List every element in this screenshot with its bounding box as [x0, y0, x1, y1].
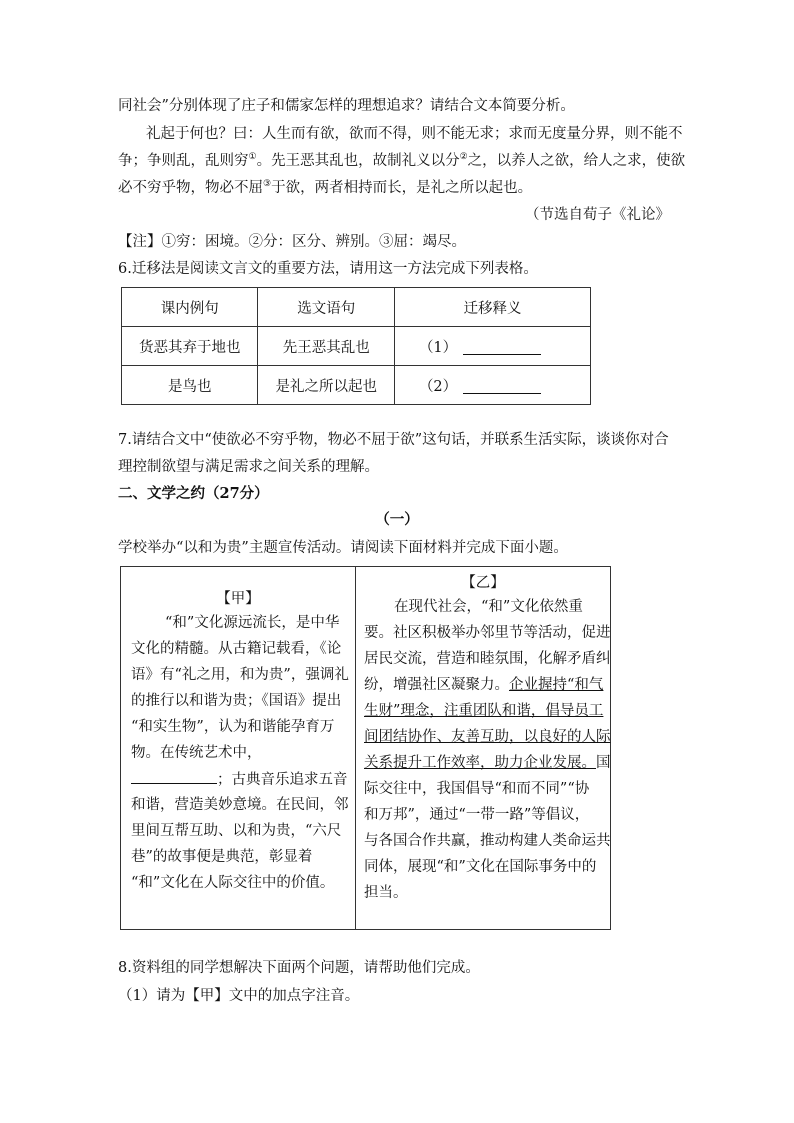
question-8: 8.资料组的同学想解决下面两个问题，请帮助他们完成。 — [118, 960, 480, 976]
table-cell: 先王恶其乱也 — [258, 327, 394, 366]
question-7-line-2: 理控制欲望与满足需求之间关系的理解。 — [118, 459, 379, 475]
question-8-sub-1: （1）请为【甲】文中的加点字注音。 — [118, 988, 360, 1004]
jia-title: 【甲】 — [216, 591, 260, 607]
material-yi-box — [355, 566, 611, 930]
jia-line: 里间互帮互助、以和为贵，“六尺 — [131, 823, 342, 839]
yi-line: 在现代社会，“和”文化依然重 — [394, 599, 583, 615]
table-row — [122, 366, 591, 405]
table-cell: 是鸟也 — [122, 366, 258, 405]
jia-line: “和实生物”，认为和谐能孕育万 — [131, 719, 335, 735]
question-7-line-1: 7.请结合文中“使欲必不穷乎物，物必不屈于欲”这句话，并联系生活实际，谈谈你对合 — [118, 432, 669, 448]
part-heading: （一） — [375, 511, 419, 528]
underlined-sentence: 关系提升工作效率，助力企业发展。 — [364, 755, 596, 771]
transfer-table — [121, 287, 591, 405]
yi-line: 和万邦”，通过“一带一路”等倡议， — [364, 807, 590, 823]
yi-line: 际交往中，我国倡导“和而不同”“协 — [364, 781, 590, 797]
yi-line: 纷，增强社区凝聚力。企业握持“和气 — [364, 677, 604, 693]
table-header: 课内例句 — [122, 288, 258, 327]
underlined-sentence: 生财”理念，注重团队和谐，倡导员工 — [364, 703, 604, 719]
underlined-sentence: 企业握持“和气 — [509, 677, 604, 693]
section-heading: 二、文学之约（27分） — [118, 485, 269, 502]
yi-line: 关系提升工作效率，助力企业发展。国 — [364, 755, 611, 771]
jia-line-with-blank: ；古典音乐追求五音 — [131, 769, 348, 790]
passage-line-1: 礼起于何也？曰：人生而有欲，欲而不得，则不能无求；求而无度量分界，则不能不 — [146, 126, 683, 142]
activity-intro: 学校举办“以和为贵”主题宣传活动。请阅读下面材料并完成下面小题。 — [118, 540, 568, 556]
jia-line: 文化的精髓。从古籍记载看，《论 — [131, 641, 342, 657]
jia-line: “和”文化源远流长，是中华 — [165, 615, 340, 631]
answer-line[interactable] — [463, 340, 541, 355]
note-marker-3: ③ — [263, 179, 272, 190]
yi-line: 同体，展现“和”文化在国际事务中的 — [364, 859, 597, 875]
note-marker-1: ① — [248, 152, 257, 163]
table-cell: 是礼之所以起也 — [258, 366, 394, 405]
jia-line: “和”文化在人际交往中的价值。 — [131, 875, 335, 891]
jia-line: 和谐，营造美妙意境。在民间，邻 — [131, 797, 349, 813]
fill-blank[interactable] — [131, 769, 217, 784]
table-header: 迁移释义 — [394, 288, 590, 327]
jia-line: 物。在传统艺术中， — [131, 745, 262, 761]
table-header: 选文语句 — [258, 288, 394, 327]
passage-notes: 【注】①穷：困境。②分：区分、辨别。③屈：竭尽。 — [118, 234, 466, 250]
table-row — [122, 327, 591, 366]
passage-line-2: 争；争则乱，乱则穷①。先王恶其乱也，故制礼义以分②之，以养人之欲，给人之求，使欲 — [118, 152, 686, 169]
passage-source: （节选自荀子《礼论》 — [525, 207, 670, 223]
answer-blank-cell[interactable]: （1） — [394, 327, 590, 366]
underlined-sentence: 间团结协作、友善互助，以良好的人际 — [364, 729, 611, 745]
table-cell: 货恶其弃于地也 — [122, 327, 258, 366]
jia-line: 的推行以和谐为贵；《国语》提出 — [131, 693, 342, 709]
material-jia-box — [120, 566, 356, 930]
table-header-row — [122, 288, 591, 327]
jia-line: 巷”的故事便是典范，彰显着 — [131, 849, 313, 865]
yi-line: 居民交流，营造和睦氛围，化解矛盾纠 — [364, 651, 611, 667]
yi-line: 担当。 — [364, 885, 408, 901]
yi-line: 要。社区积极举办邻里节等活动，促进 — [364, 625, 611, 641]
note-marker-2: ② — [459, 152, 468, 163]
yi-title: 【乙】 — [461, 575, 505, 591]
question-tail: 同社会”分别体现了庄子和儒家怎样的理想追求？请结合文本简要分析。 — [118, 98, 575, 114]
passage-line-3: 必不穷乎物，物必不屈③于欲，两者相持而长，是礼之所以起也。 — [118, 179, 533, 196]
jia-line: 语》有“礼之用，和为贵”，强调礼 — [131, 667, 349, 683]
answer-blank-cell[interactable]: （2） — [394, 366, 590, 405]
answer-line[interactable] — [463, 379, 541, 394]
yi-line: 与各国合作共赢，推动构建人类命运共 — [364, 833, 611, 849]
question-6: 6.迁移法是阅读文言文的重要方法，请用这一方法完成下列表格。 — [118, 261, 538, 277]
